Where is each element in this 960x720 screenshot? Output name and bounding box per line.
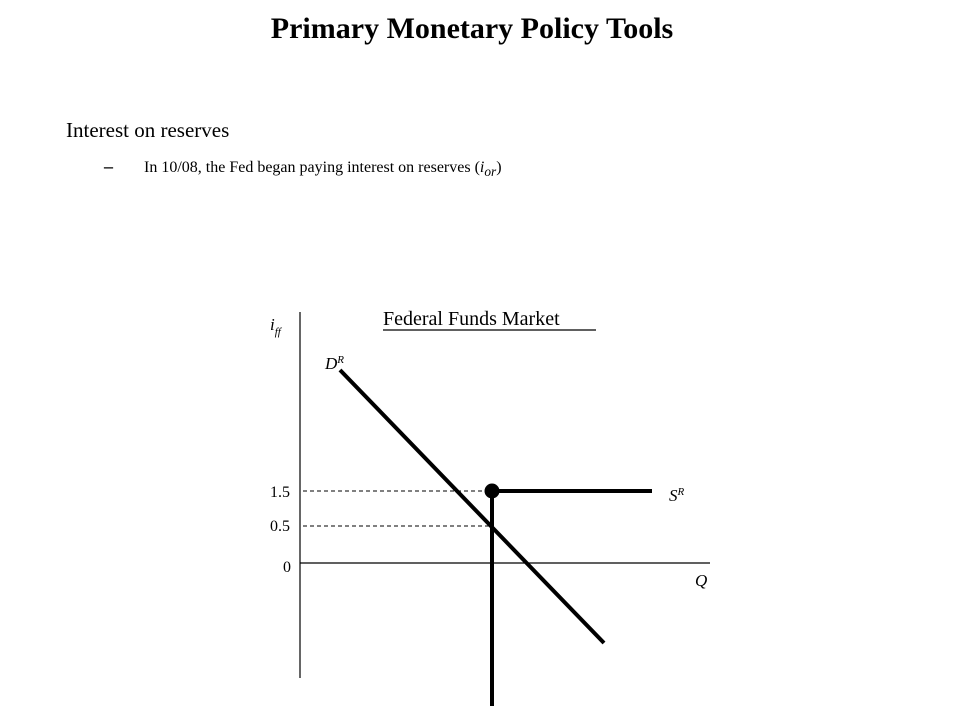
demand-label: $D^R$: [325, 354, 345, 373]
tick-label-1-5: 1.5: [270, 484, 290, 501]
y-axis-label: $i_{ff}$: [270, 315, 281, 338]
sub-bullet-i-sub: or: [484, 164, 497, 180]
tick-label-0-5: 0.5: [270, 518, 290, 535]
slide-title: Primary Monetary Policy Tools: [270, 12, 674, 45]
demand-curve: [340, 370, 604, 643]
bullet-interest-on-reserves: Interest on reserves: [66, 118, 230, 142]
x-axis-label: Q: [695, 571, 708, 590]
sub-bullet-text-before: In 10/08, the Fed began paying interest on reserves (: [144, 159, 480, 176]
diagram-title: Federal Funds Market: [383, 308, 560, 330]
sub-bullet-i: i: [479, 159, 485, 176]
sub-bullet-text-after: ): [496, 159, 502, 176]
sub-bullet-dash: –: [104, 156, 113, 176]
interest-on-reserves-point: [485, 484, 500, 499]
supply-label: $S^R$: [669, 486, 685, 505]
tick-label-0: 0: [283, 559, 291, 576]
